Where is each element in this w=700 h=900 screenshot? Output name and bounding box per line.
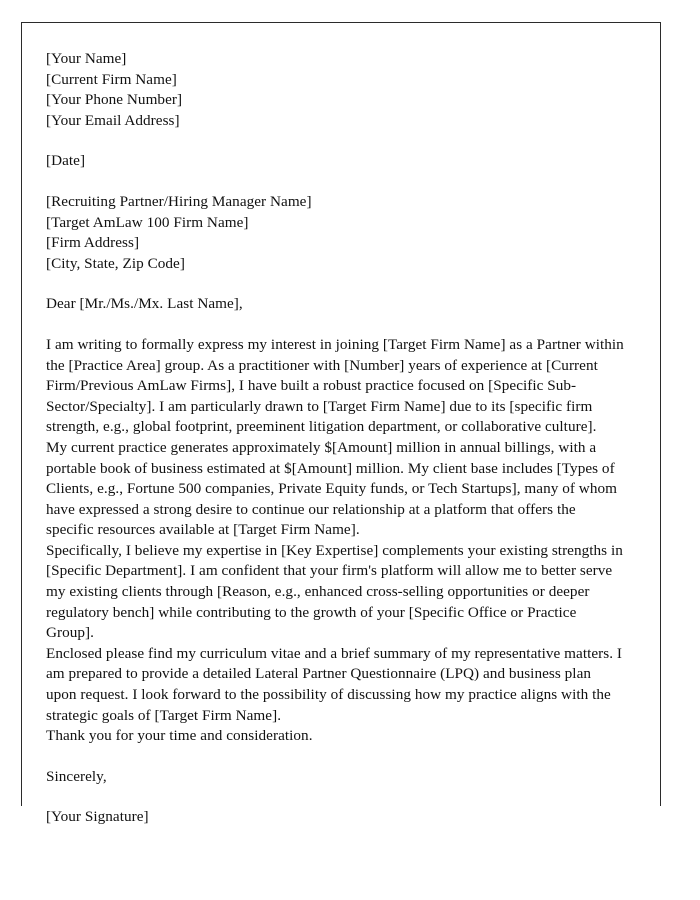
- recipient-address-block: [46, 192, 624, 274]
- body-paragraph-2: My current practice generates approximately $[Amount] million in annual billings, with a portable book of business estimated at $[Amount] million. My client base includes [Types of Clients, e.g., Fortune 500 companies, Private Equity funds, or Tech Startups], many of whom have expressed a strong desire to continue our relationship at a platform that offers the specific resources available at [Target Firm Name].: [46, 438, 621, 539]
- salutation: Dear [Mr./Ms./Mx. Last Name],: [46, 295, 243, 313]
- thanks-block: [46, 726, 624, 747]
- thanks-text: Thank you for your time and consideration.: [46, 727, 313, 745]
- date-block: [46, 151, 624, 172]
- recipient-address: [Firm Address]: [46, 234, 140, 252]
- sender-name: [Your Name]: [46, 50, 127, 67]
- letter-content: [46, 49, 628, 828]
- signature-block: [46, 807, 624, 828]
- signature-placeholder: [Your Signature]: [46, 808, 149, 826]
- body-paragraph-1: I am writing to formally express my interest in joining [Target Firm Name] as a Partner within the [Practice Area] group. As a practitioner with [Number] years of experience at [Current Firm/Previous AmLaw Firms], I have built a robust practice focused on [Specific Sub-Sector/Specialty]. I am particularly drawn to [Target Firm Name] due to its [specific firm strength, e.g., global footprint, preeminent litigation department, or collaborative culture].: [46, 335, 628, 436]
- body-paragraph-3: Specifically, I believe my expertise in [Key Expertise] complements your existing strengths in [Specific Department]. I am confident that your firm's platform will allow me to better serve my existing clients through [Reason, e.g., enhanced cross-selling opportunities or deeper regulatory bench] while contributing to the growth of your [Specific Office or Practice Group].: [46, 541, 627, 642]
- salutation-block: [46, 294, 624, 315]
- closing-text: Sincerely,: [46, 767, 107, 785]
- sender-address-block: [46, 49, 624, 131]
- sender-phone: [Your Phone Number]: [46, 91, 183, 109]
- sender-email: [Your Email Address]: [46, 111, 180, 129]
- date-line: [Date]: [46, 152, 86, 170]
- recipient-firm: [Target AmLaw 100 Firm Name]: [46, 213, 249, 231]
- recipient-name: [Recruiting Partner/Hiring Manager Name]: [46, 192, 312, 210]
- closing-block: [46, 767, 624, 788]
- body-paragraph-4: Enclosed please find my curriculum vitae and a brief summary of my representative matters. I am prepared to provide a detailed Lateral Partner Questionnaire (LPQ) and business plan upon request. I look forward to the possibility of discussing how my practice aligns with the strategic goals of [Target Firm Name].: [46, 644, 626, 724]
- letter-page: [21, 22, 661, 826]
- recipient-city-state-zip: [City, State, Zip Code]: [46, 254, 185, 272]
- sender-firm: [Current Firm Name]: [46, 70, 177, 88]
